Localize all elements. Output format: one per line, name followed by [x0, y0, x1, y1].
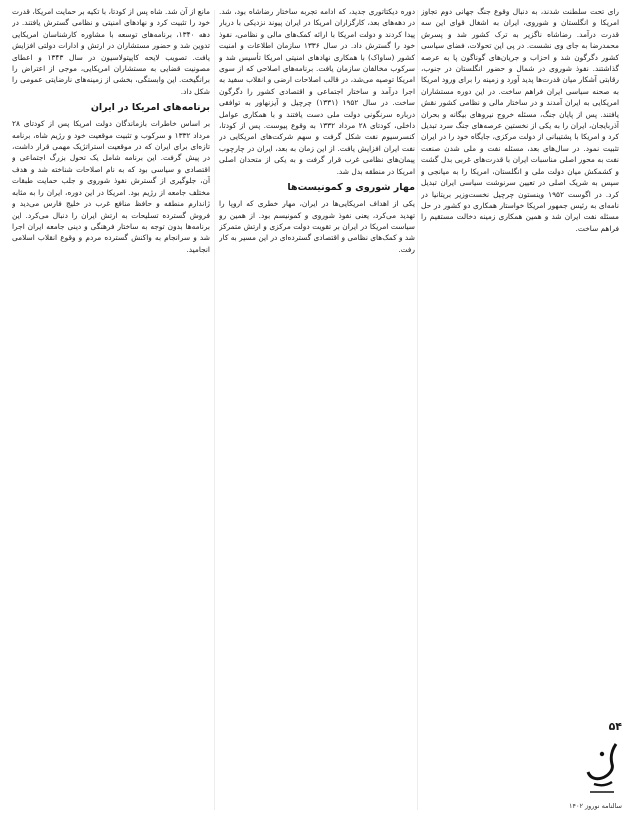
article-text: یکی از اهداف امریکایی‌ها در ایران، مهار خطری که اروپا را تهدید می‌کرد، یعنی نفوذ شوروی و کمونیسم بود. از همین رو سیاست امریکا در ایران بر تقویت دولت مرکزی و ارتش متمرکز شد و کمک‌های نظامی و اقتصادی گسترده‌ای در این مسیر به کار رفت. — [219, 199, 415, 254]
article-column-right — [421, 6, 619, 814]
page-number: ۵۴ — [608, 720, 622, 733]
article-text: مانع از آن شد. شاه پس از کودتا، با تکیه بر حمایت امریکا، قدرت خود را تثبیت کرد و نهادهای امنیتی و نظامی گسترش یافتند. در دهه ۱۳۴۰، برنامه‌های توسعه با مشاوره کارشناسان امریکایی تدوین شد و حضور مستشاران در ارتش و ادارات دولتی افزایش یافت. تصویب لایحه کاپیتولاسیون در سال ۱۳۴۳ و اعطای مصونیت قضایی به مستشاران امریکایی، موجی از اعتراض را برانگیخت. این وابستگی، بخشی از زمینه‌های نارضایتی عمومی را شکل داد. — [12, 7, 210, 96]
article-text: دوره دیکتاتوری جدید، که ادامه تجربه ساختار رضاشاه بود، شد. در دهه‌های بعد، کارگزاران امریکا در ایران پیوند نزدیکی با دربار پیدا کردند و دولت امریکا با ارائه کمک‌های مالی و نظامی، نفوذ خود را گسترش داد. در سال ۱۳۳۶ سازمان اطلاعات و امنیت کشور (ساواک) با همکاری نهادهای امنیتی امریکا تأسیس شد و سرکوب مخالفان سازمان یافت. برنامه‌های اصلاحی که از سوی امریکا توصیه می‌شد، در قالب اصلاحات ارضی و انقلاب سفید به اجرا درآمد و ساختار اجتماعی و اقتصادی کشور را دگرگون ساخت. در سال ۱۹۵۲ (۱۳۳۱) چرچیل و آیزنهاور به توافقی درباره سرنگونی دولت ملی دست یافتند و با همکاری عوامل داخلی، کودتای ۲۸ مرداد ۱۳۳۲ به وقوع پیوست. پس از کودتا، کنسرسیوم نفت شکل گرفت و سهم شرکت‌های امریکایی در نفت ایران افزایش یافت. از این زمان به بعد، ایران در چارچوب پیمان‌های نظامی غرب قرار گرفت و به یکی از متحدان اصلی امریکا در منطقه بدل شد. — [219, 7, 415, 176]
article-column-left — [12, 6, 210, 814]
column-divider — [417, 10, 418, 810]
column-divider — [214, 10, 215, 810]
section-heading: برنامه‌های امریکا در ایران — [90, 102, 210, 114]
article-column-middle — [219, 6, 415, 814]
issue-label: سالنامه نوروز ۱۴۰۲ — [568, 802, 622, 810]
section-heading: مهار شوروی و کمونیست‌ها — [287, 182, 415, 194]
article-text: رای تحت سلطنت شدند، به دنبال وقوع جنگ جهانی دوم تجاوز امریکا و انگلستان و شوروی، ایران به اشغال قوای این سه قدرت درآمد. رضاشاه ناگزیر به ترک کشور شد و پسرش محمدرضا به جای وی نشست. در پی این تحولات، فضای سیاسی کشور دگرگون شد و احزاب و جریان‌های گوناگون پا به عرصه گذاشتند. نفوذ شوروی در شمال و حضور انگلستان در جنوب، رقابتی آشکار میان قدرت‌ها پدید آورد و زمینه را برای ورود امریکا به صحنه سیاسی ایران فراهم ساخت. در این دوره مستشاران امریکایی به ایران آمدند و در ساختار مالی و نظامی کشور نقش یافتند. پس از پایان جنگ، مسئله خروج نیروهای بیگانه و بحران آذربایجان، ایران را به یکی از نخستین عرصه‌های جنگ سرد تبدیل کرد و امریکا با پشتیبانی از دولت مرکزی، جایگاه خود را در ایران تثبیت نمود. در سال‌های بعد، مسئله نفت و ملی شدن صنعت نفت به محور اصلی مناسبات ایران با قدرت‌های غربی بدل گشت و کشمکش میان دولت ملی و انگلستان، امریکا را به میانجی و سپس به شریک اصلی در تعیین سرنوشت سیاسی ایران تبدیل کرد. در اگوست ۱۹۵۲ وینستون چرچیل نخست‌وزیر بریتانیا در نامه‌ای به رئیس جمهور امریکا خواستار همکاری دو کشور در حل مسئله نفت ایران شد و همین همکاری زمینه دخالت مستقیم را فراهم ساخت. — [421, 7, 619, 233]
page-footer — [560, 720, 622, 816]
article-text: بر اساس خاطرات بازماندگان دولت امریکا پس از کودتای ۲۸ مرداد ۱۳۳۲ و سرکوب و تثبیت موقعیت خود و رژیم شاه، برنامه تازه‌ای برای ایران که در موقعیت استراتژیک مهمی قرار داشت، در پیش گرفت. این برنامه شامل یک تحول بزرگ اجتماعی و اقتصادی و سیاسی بود که به نام اصلاحات شناخته شد و هدف آن، جلوگیری از گسترش نفوذ شوروی و جلب حمایت طبقات مختلف جامعه از رژیم بود. امریکا در این دوره، ایران را به مثابه ژاندارم منطقه و حافظ منافع غرب در خلیج فارس می‌دید و فروش گسترده تسلیحات به ارتش ایران را دنبال می‌کرد. این برنامه‌ها بدون توجه به ساختار فرهنگی و دینی جامعه ایران اجرا شد و سرانجام به واکنش گسترده مردم و وقوع انقلاب اسلامی انجامید. — [12, 119, 210, 254]
magazine-logo-icon — [582, 740, 622, 798]
